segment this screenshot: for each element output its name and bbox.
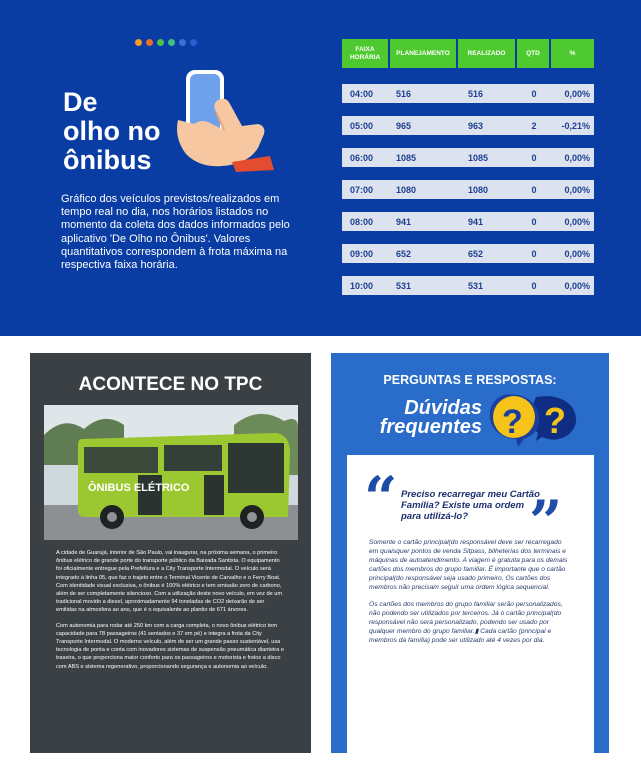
headline-line: olho no xyxy=(63,116,161,146)
table-row xyxy=(342,180,594,199)
faq-answer-paragraph: Somente o cartão principal(do responsável deve ser recarregado em quaisquer pontos de venda Sitpass, bilheterias dos terminais e máquinas de autoatendimento. A viagem é gratuita para os demais cartões dos membros do grupo familiar. É importante que o cartão principal(do responsável seja usado primeiro. Os cartões dos membros não precisam seguir uma ordem lógica sequencial. xyxy=(369,539,568,592)
faq-subtitle xyxy=(360,399,482,437)
decorative-dots xyxy=(135,39,197,46)
table-cell: 941 xyxy=(468,216,484,227)
table-cell: 531 xyxy=(396,280,412,291)
svg-text:?: ? xyxy=(544,400,566,441)
table-cell: 05:00 xyxy=(350,120,374,131)
table-cell: 06:00 xyxy=(350,152,374,163)
table-cell: 2 xyxy=(531,120,537,131)
column-header: % xyxy=(551,39,594,68)
table-cell: 963 xyxy=(468,120,484,131)
table-cell: 652 xyxy=(396,248,412,259)
table-cell: 941 xyxy=(396,216,412,227)
table-cell: 09:00 xyxy=(350,248,374,259)
page-title xyxy=(63,88,160,175)
table-cell: 08:00 xyxy=(350,216,374,227)
table-cell: 07:00 xyxy=(350,184,374,195)
headline-line: De xyxy=(63,87,98,117)
faq-subtitle-line: Dúvidas xyxy=(404,397,482,419)
table-cell: 531 xyxy=(468,280,484,291)
table-cell: 1085 xyxy=(396,152,417,163)
table-cell: 0 xyxy=(531,88,537,99)
question-bubbles-icon xyxy=(484,391,584,449)
dot xyxy=(135,39,142,46)
dot xyxy=(190,39,197,46)
table-cell: -0,21% xyxy=(561,120,590,131)
table-cell: 965 xyxy=(396,120,412,131)
hand-phone-icon xyxy=(172,68,280,172)
table-cell: 0,00% xyxy=(564,184,590,195)
headline-line: ônibus xyxy=(63,145,152,175)
dot xyxy=(146,39,153,46)
table-cell: 0,00% xyxy=(564,248,590,259)
column-header: PLANEJAMENTO xyxy=(390,39,456,68)
table-row xyxy=(342,148,594,167)
dot xyxy=(157,39,164,46)
table-header xyxy=(342,39,594,68)
column-header: REALIZADO xyxy=(458,39,515,68)
table-cell: 516 xyxy=(468,88,484,99)
table-cell: 652 xyxy=(468,248,484,259)
table-cell: 0 xyxy=(531,184,537,195)
table-cell: 1080 xyxy=(468,184,489,195)
table-cell: 04:00 xyxy=(350,88,374,99)
open-quote-icon: “ xyxy=(364,464,398,532)
table-cell: 0 xyxy=(531,152,537,163)
table-row xyxy=(342,276,594,295)
table-row xyxy=(342,116,594,135)
bus-sign: ÔNIBUS ELÉTRICO xyxy=(88,482,190,494)
table-cell: 0 xyxy=(531,280,537,291)
dot xyxy=(168,39,175,46)
news-body xyxy=(56,549,286,678)
column-header: FAIXA HORÁRIA xyxy=(342,39,388,68)
table-row xyxy=(342,244,594,263)
description-text: Gráfico dos veículos previstos/realizados em tempo real no dia, nos horários listados no momento da coleta dos dados informados pelo aplicativo 'De Olho no Ônibus'. Valores quantitativos correspondem à frota máxima na respectiva faixa horária. xyxy=(61,193,290,272)
news-paragraph: A cidade de Guarujá, interior de São Paulo, vai inaugurar, na próxima semana, o primeiro ônibus elétrico de grande porte do transporte público da Baixada Santista. O equipamento foi oficialmente entregue pela Prefeitura e a City Transporte Intermodal. O veículo será integrado à linha 05, que faz o trajeto entre o Terminal Vicente de Carvalho e o Ferry Boat. Com identidade visual exclusiva, o ônibus é 100% elétrico e tem emissão zero de carbono, além de ser completamente silencioso. Com a utilização deste novo veículo, em vez de um tradicional movido a diesel, aproximadamente 94 toneladas de CO2 deixarão de ser emitidas na atmosfera ao ano, que é o equivalente ao plantio de 671 árvores. xyxy=(56,550,283,614)
svg-text:?: ? xyxy=(502,403,523,441)
faq-title: PERGUNTAS E RESPOSTAS: xyxy=(383,373,557,387)
table-cell: 0,00% xyxy=(564,216,590,227)
column-header: QTD xyxy=(517,39,549,68)
table-cell: 0 xyxy=(531,248,537,259)
close-quote-icon: ” xyxy=(529,488,563,556)
table-cell: 0,00% xyxy=(564,88,590,99)
electric-bus-photo xyxy=(44,405,298,540)
table-cell: 10:00 xyxy=(350,280,374,291)
news-paragraph: Com autonomia para rodar até 250 km com a carga completa, o novo ônibus elétrico tem capacidade para 78 passageiros (41 sentados e 37 em pé) e integra a frota da City Transporte Intermodal. O moderno veículo, além de ser um grande passo sustentável, usa tecnologia de ponta e conta com inovadores sistemas de suspensão pneumática dianteira e traseira, o que proporciona maior conforto para os passageiros e motorista e freios a disco com ABS e sistema regenerativo, proporcionando segurança e autonomia ao veículo. xyxy=(56,622,284,670)
table-cell: 516 xyxy=(396,88,412,99)
table-row xyxy=(342,84,594,103)
table-cell: 0,00% xyxy=(564,152,590,163)
table-cell: 1080 xyxy=(396,184,417,195)
faq-answer xyxy=(369,538,571,652)
table-row xyxy=(342,212,594,231)
table-cell: 0,00% xyxy=(564,280,590,291)
faq-subtitle-line: frequentes xyxy=(379,416,482,438)
faq-answer-paragraph: Os cartões dos membros do grupo familiar serão personalizados, não podendo ser utilizados por terceiros. Já o cartão principal(do responsável não será personalizado, podendo ser usado por qualquer membro do grupo familiar.▮ Cada cartão (principal e membros da família) pode ser utilizado até 4 vezes por dia. xyxy=(369,600,563,644)
table-cell: 1085 xyxy=(468,152,489,163)
news-title: ACONTECE NO TPC xyxy=(78,374,263,395)
dot xyxy=(179,39,186,46)
faq-question: Preciso recarregar meu Cartão Família? Existe uma ordem para utilizá-lo? xyxy=(401,489,540,522)
table-cell: 0 xyxy=(531,216,537,227)
